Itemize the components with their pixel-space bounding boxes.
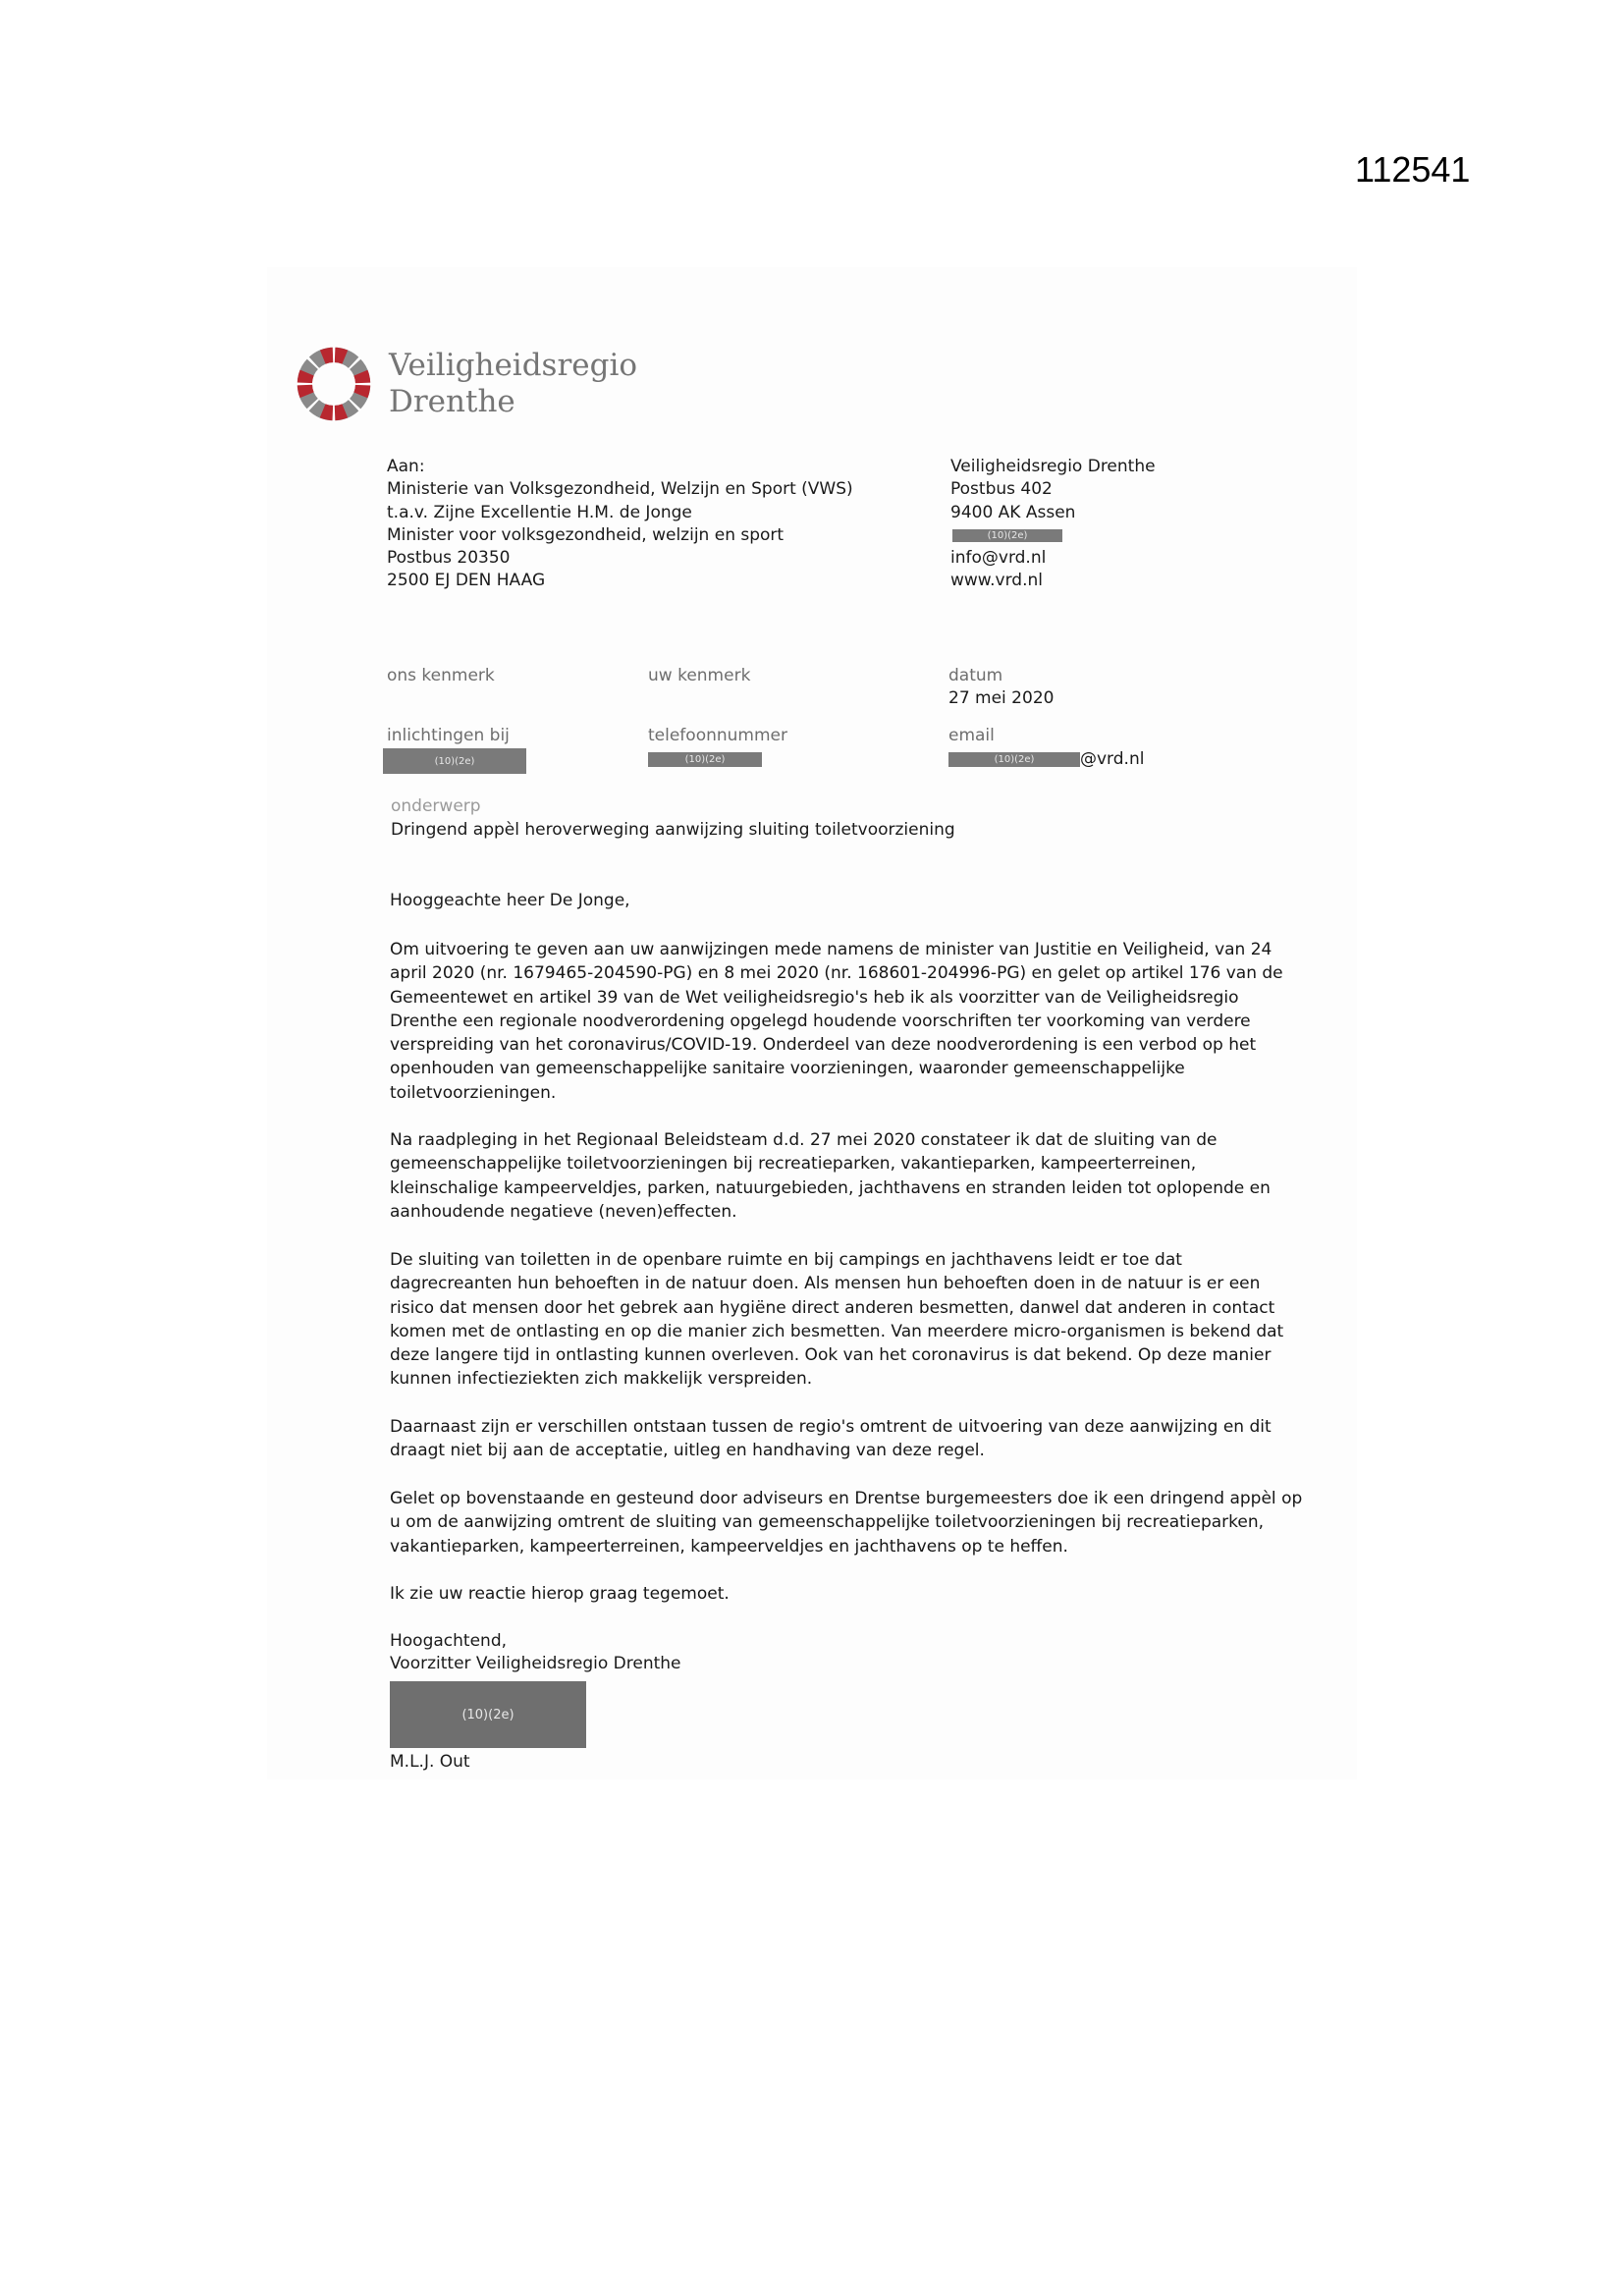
sender-name: Veiligheidsregio Drenthe — [950, 457, 1156, 476]
letter-paragraph-3 — [390, 1248, 1313, 1392]
closing-greeting: Hoogachtend, — [390, 1631, 508, 1651]
signature-redaction: (10)(2e) — [390, 1681, 586, 1748]
inlichtingen-label: inlichtingen bij — [387, 726, 510, 745]
paragraph-line: Daarnaast zijn er verschillen ontstaan tussen de regio's omtrent de uitvoering van deze aanwijzing en dit — [390, 1417, 1272, 1437]
paragraph-line: u om de aanwijzing omtrent de sluiting van gemeenschappelijke toiletvoorzieningen bij recreatieparken, — [390, 1512, 1265, 1533]
paragraph-line: verspreiding van het coronavirus/COVID-19. Onderdeel van deze noodverordening is een verbod op het — [390, 1035, 1257, 1056]
paragraph-line: Na raadpleging in het Regionaal Beleidsteam d.d. 27 mei 2020 constateer ik dat de sluiting van de — [390, 1130, 1218, 1150]
email-suffix: @vrd.nl — [1080, 749, 1145, 769]
subject-line: Dringend appèl heroverweging aanwijzing sluiting toiletvoorziening — [391, 820, 955, 840]
lifebuoy-logo-icon — [297, 347, 371, 421]
recipient-line: 2500 EJ DEN HAAG — [387, 571, 546, 591]
paragraph-line: kunnen infectieziekten zich makkelijk verspreiden. — [390, 1369, 813, 1390]
letter-paragraph-4 — [390, 1415, 1313, 1463]
salutation: Hooggeachte heer De Jonge, — [390, 891, 630, 910]
letter-paragraph-1 — [390, 938, 1313, 1105]
paragraph-line: toiletvoorzieningen. — [390, 1082, 557, 1103]
recipient-line: Ministerie van Volksgezondheid, Welzijn en Sport (VWS) — [387, 479, 853, 500]
datum-label: datum — [948, 666, 1003, 685]
paragraph-line: komen met de ontlasting en op die manier zich besmetten. Van meerdere micro-organismen is bekend dat — [390, 1321, 1284, 1341]
sender-address — [950, 456, 1156, 593]
letter-paragraph-6 — [390, 1582, 1313, 1606]
paragraph-line: draagt niet bij aan de acceptatie, uitleg en handhaving van deze regel. — [390, 1441, 985, 1461]
paragraph-line: vakantieparken, kampeerterreinen, kampeerveldjes en jachthavens op te heffen. — [390, 1536, 1068, 1557]
paragraph-line: De sluiting van toiletten in de openbare ruimte en bij campings en jachthavens leidt er toe dat — [390, 1250, 1182, 1270]
document-number: 112541 — [1355, 149, 1471, 190]
telefoon-redaction: (10)(2e) — [648, 752, 762, 767]
email-redaction: (10)(2e) — [948, 752, 1080, 767]
paragraph-line: risico dat mensen door het gebrek aan hygiëne direct anderen besmetten, danwel dat anderen in contact — [390, 1297, 1275, 1318]
paragraph-line: deze langere tijd in ontlasting kunnen overleven. Ook van het coronavirus is dat bekend. Op deze manier — [390, 1345, 1272, 1366]
sender-phone-redaction: (10)(2e) — [952, 529, 1062, 542]
sender-postbus: Postbus 402 — [950, 479, 1053, 500]
paragraph-line: Gemeentewet en artikel 39 van de Wet veiligheidsregio's heb ik als voorzitter van de Veiligheidsregio — [390, 987, 1239, 1008]
closing-block — [390, 1630, 681, 1676]
letter-paragraph-5 — [390, 1487, 1313, 1558]
paragraph-line: kleinschalige kampeerveldjes, parken, natuurgebieden, jachthavens en stranden leiden tot oplopende en — [390, 1177, 1271, 1198]
sender-email: info@vrd.nl — [950, 548, 1047, 569]
telefoon-label: telefoonnummer — [648, 726, 787, 745]
organization-logo-text — [389, 348, 637, 420]
paragraph-line: openhouden van gemeenschappelijke sanitaire voorzieningen, waaronder gemeenschappelijke — [390, 1059, 1185, 1079]
onderwerp-label: onderwerp — [391, 796, 481, 816]
recipient-heading: Aan: — [387, 457, 425, 476]
closing-role: Voorzitter Veiligheidsregio Drenthe — [390, 1654, 681, 1674]
ons-kenmerk-label: ons kenmerk — [387, 666, 495, 685]
paragraph-line: dagrecreanten hun behoeften in de natuur doen. Als mensen hun behoeften doen in de natuur is er een — [390, 1274, 1261, 1294]
paragraph-line: Gelet op bovenstaande en gesteund door adviseurs en Drentse burgemeesters doe ik een dringend appèl op — [390, 1489, 1303, 1508]
recipient-line: Minister voor volksgezondheid, welzijn en sport — [387, 524, 785, 545]
paragraph-line: Ik zie uw reactie hierop graag tegemoet. — [390, 1584, 730, 1604]
logo-line-2: Drenthe — [389, 384, 515, 419]
paragraph-line: Om uitvoering te geven aan uw aanwijzingen mede namens de minister van Justitie en Veiligheid, van 24 — [390, 940, 1272, 959]
recipient-address — [387, 456, 853, 593]
inlichtingen-redaction: (10)(2e) — [383, 748, 526, 774]
paragraph-line: Drenthe een regionale noodverordening opgelegd houdende voorschriften ter voorkoming van verdere — [390, 1011, 1251, 1031]
sender-city: 9400 AK Assen — [950, 502, 1076, 522]
paragraph-line: april 2020 (nr. 1679465-204590-PG) en 8 mei 2020 (nr. 168601-204996-PG) en gelet op artikel 176 van de — [390, 963, 1283, 984]
recipient-line: t.a.v. Zijne Excellentie H.M. de Jonge — [387, 502, 692, 522]
email-label: email — [948, 726, 995, 745]
uw-kenmerk-label: uw kenmerk — [648, 666, 751, 685]
recipient-line: Postbus 20350 — [387, 548, 511, 569]
paragraph-line: gemeenschappelijke toiletvoorzieningen bij recreatieparken, vakantieparken, kampeerterreinen, — [390, 1154, 1197, 1175]
letter-paragraph-2 — [390, 1128, 1313, 1224]
logo-line-1: Veiligheidsregio — [389, 348, 638, 383]
paragraph-line: aanhoudende negatieve (neven)effecten. — [390, 1201, 737, 1222]
sender-website: www.vrd.nl — [950, 571, 1043, 591]
datum-value: 27 mei 2020 — [948, 688, 1055, 708]
signer-name: M.L.J. Out — [390, 1752, 470, 1772]
